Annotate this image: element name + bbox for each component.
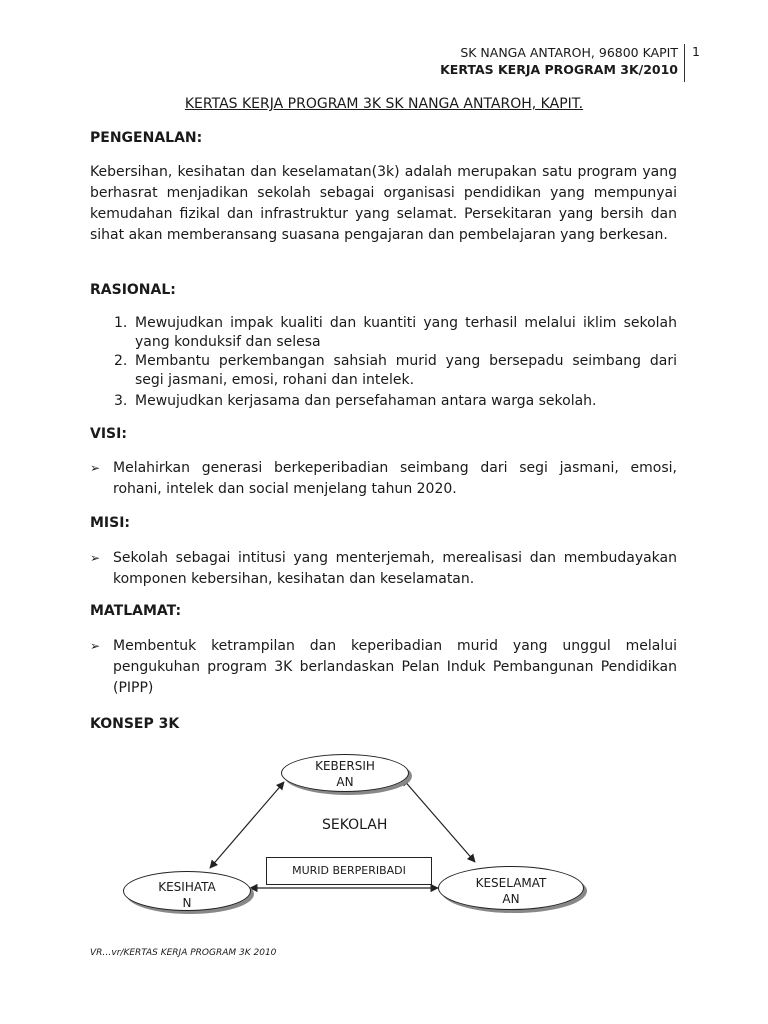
murid-berperibadi-box: MURID BERPERIBADI	[266, 857, 432, 885]
arrow-bullet-icon: ➢	[90, 551, 101, 565]
kebersihan-label-line2: AN	[336, 775, 354, 789]
rasional-item-number: 2.	[114, 353, 128, 369]
header-school-line: SK NANGA ANTAROH, 96800 KAPIT	[460, 45, 678, 60]
arrow-kebersihan-keselamatan	[402, 778, 475, 862]
kesihatan-label-line1: KESIHATA	[158, 880, 216, 894]
heading-visi: VISI:	[90, 426, 127, 442]
arrow-kebersihan-kesihatan	[210, 782, 284, 868]
rasional-item-text: Membantu perkembangan sahsiah murid yang bersepadu seimbang dari segi jasmani, emosi, rohani dan intelek.	[135, 353, 677, 388]
heading-rasional: RASIONAL:	[90, 282, 176, 298]
heading-misi: MISI:	[90, 515, 131, 531]
rasional-item-text: Mewujudkan kerjasama dan persefahaman antara warga sekolah.	[135, 393, 597, 409]
header-program-line: KERTAS KERJA PROGRAM 3K/2010	[440, 62, 678, 77]
rasional-item-number: 1.	[114, 315, 128, 331]
heading-konsep: KONSEP 3K	[90, 716, 180, 732]
rasional-item-text: Mewujudkan impak kualiti dan kuantiti yang terhasil melalui iklim sekolah yang konduksif dan selesa	[135, 315, 677, 350]
pengenalan-text: Kebersihan, kesihatan dan keselamatan(3k) adalah merupakan satu program yang berhasrat menjadikan sekolah sebagai organisasi pendidikan yang mempunyai kemudahan fizikal dan infrastruktur yang selamat. Persekitaran yang bersih dan sihat akan memberansang suasana pengajaran dan pembelajaran yang berkesan.	[90, 164, 677, 243]
heading-matlamat: MATLAMAT:	[90, 603, 182, 619]
misi-text: Sekolah sebagai intitusi yang menterjemah, merealisasi dan membudayakan komponen kebersihan, kesihatan dan keselamatan.	[113, 550, 677, 587]
page-footer: VR…vr/KERTAS KERJA PROGRAM 3K 2010	[90, 948, 277, 958]
kesihatan-label-line2: N	[182, 896, 192, 910]
visi-text: Melahirkan generasi berkeperibadian seimbang dari segi jasmani, emosi, rohani, intelek dan social menjelang tahun 2020.	[113, 460, 677, 497]
arrow-bullet-icon: ➢	[90, 639, 101, 653]
keselamatan-label-line2: AN	[502, 892, 520, 906]
keselamatan-label-line1: KESELAMAT	[475, 876, 547, 890]
arrow-bullet-icon: ➢	[90, 461, 101, 475]
ellipse-kesihatan	[123, 871, 251, 911]
heading-pengenalan: PENGENALAN:	[90, 130, 203, 146]
page-number: 1	[692, 44, 700, 59]
rasional-item-number: 3.	[114, 393, 128, 409]
matlamat-text: Membentuk ketrampilan dan keperibadian murid yang unggul melalui pengukuhan program 3K berlandaskan Pelan Induk Pembangunan Pendidikan (PIPP)	[113, 638, 677, 696]
kebersihan-label-line1: KEBERSIH	[315, 759, 375, 773]
document-title: KERTAS KERJA PROGRAM 3K SK NANGA ANTAROH, KAPIT.	[184, 96, 584, 112]
ellipse-kebersihan	[281, 754, 409, 792]
ellipse-keselamatan	[438, 866, 584, 910]
sekolah-label: SEKOLAH	[322, 817, 388, 833]
